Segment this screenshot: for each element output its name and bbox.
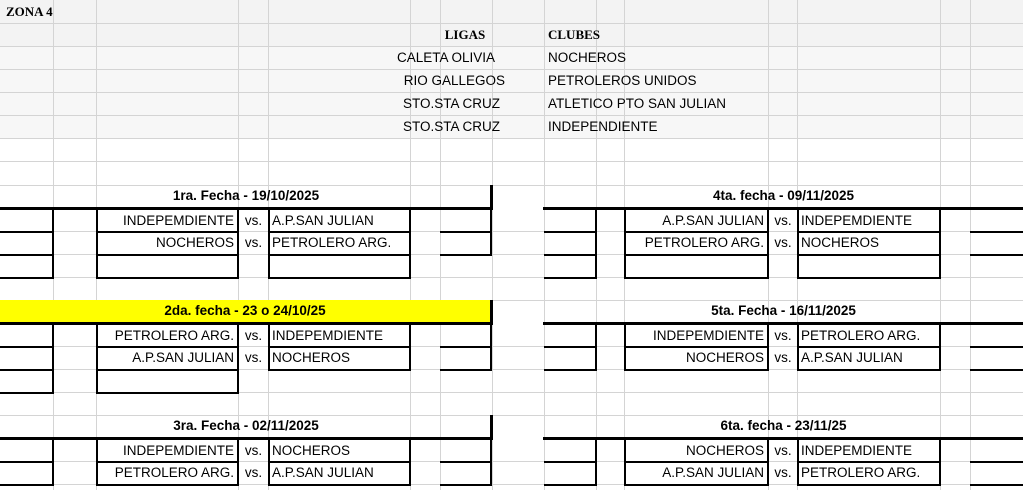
vs-label: vs. <box>244 443 263 458</box>
home-team-cell[interactable]: PETROLERO ARG. <box>644 235 764 250</box>
club-cell: PETROLEROS UNIDOS <box>548 73 697 88</box>
cell-border <box>624 484 769 486</box>
cell-border <box>96 484 239 486</box>
home-team-cell[interactable]: INDEPEMDIENTE <box>122 443 234 458</box>
cell-border <box>409 210 411 279</box>
cell-border <box>544 277 597 279</box>
away-team-cell[interactable]: PETROLERO ARG. <box>272 235 392 250</box>
fixture-title: 3ra. Fecha - 02/11/2025 <box>173 418 319 433</box>
cell-border <box>0 461 53 463</box>
vs-label: vs. <box>774 213 792 228</box>
vs-label: vs. <box>774 443 792 458</box>
vs-label: vs. <box>774 465 792 480</box>
home-team-cell[interactable]: A.P.SAN JULIAN <box>132 350 234 365</box>
vs-label: vs. <box>244 350 263 365</box>
home-team-cell[interactable]: PETROLERO ARG. <box>114 328 234 343</box>
cell-border <box>268 277 411 279</box>
cell-border <box>268 440 270 486</box>
cell-border <box>544 461 597 463</box>
away-team-cell[interactable]: NOCHEROS <box>272 443 351 458</box>
cell-border <box>970 484 1023 486</box>
cell-border <box>797 254 941 256</box>
club-cell: INDEPENDIENTE <box>548 119 658 134</box>
cell-border <box>797 484 941 486</box>
grid-row-line <box>0 161 1023 162</box>
away-team-cell[interactable]: INDEPEMDIENTE <box>801 213 913 228</box>
home-team-cell[interactable]: INDEPEMDIENTE <box>652 328 764 343</box>
vs-label: vs. <box>774 328 792 343</box>
fixture-title: 4ta. fecha - 09/11/2025 <box>712 188 855 203</box>
cell-border <box>624 369 769 371</box>
vs-label: vs. <box>244 235 263 250</box>
cell-border <box>595 325 597 371</box>
cell-border <box>544 484 597 486</box>
vs-label: vs. <box>774 235 792 250</box>
cell-border <box>624 254 769 256</box>
cell-border <box>440 461 492 463</box>
away-team-cell[interactable]: A.P.SAN JULIAN <box>272 465 374 480</box>
cell-border <box>268 369 411 371</box>
grid-row-line <box>0 138 1023 139</box>
cell-border <box>544 231 597 233</box>
club-cell: NOCHEROS <box>548 50 627 65</box>
cell-border <box>970 346 1023 348</box>
cell-border <box>96 392 239 394</box>
cell-border <box>970 254 1023 256</box>
cell-border <box>440 231 492 233</box>
cell-border <box>0 346 53 348</box>
cell-border <box>797 325 799 371</box>
cell-border <box>624 277 769 279</box>
cell-border <box>409 440 411 486</box>
cell-border <box>544 254 597 256</box>
cell-border <box>52 325 54 394</box>
cell-border <box>797 440 799 486</box>
cell-border <box>268 210 270 279</box>
vs-label: vs. <box>774 350 792 365</box>
cell-border <box>440 484 492 486</box>
grid-row-line <box>0 46 1023 47</box>
grid-row-line <box>0 92 1023 93</box>
fixture-rule <box>490 185 493 210</box>
fixture-title: 6ta. fecha - 23/11/25 <box>720 418 847 433</box>
league-cell: STO.STA CRUZ <box>402 96 500 111</box>
home-team-cell[interactable]: PETROLERO ARG. <box>114 465 234 480</box>
home-team-cell[interactable]: NOCHEROS <box>685 350 764 365</box>
cell-border <box>797 210 799 279</box>
clubs-header: CLUBES <box>548 27 601 42</box>
league-cell: STO.STA CRUZ <box>402 119 500 134</box>
away-team-cell[interactable]: NOCHEROS <box>272 350 351 365</box>
vs-label: vs. <box>244 465 263 480</box>
home-team-cell[interactable]: NOCHEROS <box>685 443 764 458</box>
cell-border <box>544 346 597 348</box>
cell-border <box>96 369 239 371</box>
cell-border <box>490 325 492 371</box>
cell-border <box>490 210 492 256</box>
cell-border <box>268 254 411 256</box>
fixture-title: 1ra. Fecha - 19/10/2025 <box>172 188 320 203</box>
cell-border <box>96 277 239 279</box>
cell-border <box>52 210 54 279</box>
cell-border <box>440 346 492 348</box>
cell-border <box>0 231 53 233</box>
cell-border <box>0 277 53 279</box>
cell-border <box>970 461 1023 463</box>
cell-border <box>0 254 53 256</box>
cell-border <box>797 369 941 371</box>
cell-border <box>440 254 492 256</box>
cell-border <box>409 325 411 371</box>
fixture-title-highlighted: 2da. fecha - 23 o 24/10/25 <box>0 300 490 322</box>
cell-border <box>96 254 239 256</box>
cell-border <box>797 277 941 279</box>
cell-border <box>268 484 411 486</box>
cell-border <box>970 369 1023 371</box>
home-team-cell[interactable]: A.P.SAN JULIAN <box>662 465 764 480</box>
grid-row-line <box>0 69 1023 70</box>
cell-border <box>0 392 53 394</box>
cell-border <box>595 440 597 486</box>
fixture-title: 5ta. Fecha - 16/11/2025 <box>711 303 856 318</box>
grid-row-line <box>0 115 1023 116</box>
cell-border <box>595 210 597 279</box>
cell-border <box>0 369 53 371</box>
cell-border <box>52 440 54 486</box>
club-cell: ATLETICO PTO SAN JULIAN <box>548 96 727 111</box>
vs-label: vs. <box>244 328 263 343</box>
away-team-cell[interactable]: NOCHEROS <box>801 235 880 250</box>
vs-label: vs. <box>244 213 263 228</box>
fixture-rule <box>490 300 493 325</box>
cell-border <box>490 440 492 486</box>
cell-border <box>440 369 492 371</box>
cell-border <box>939 210 941 279</box>
away-team-cell[interactable]: PETROLERO ARG. <box>801 328 921 343</box>
zone-title: ZONA 4 <box>6 4 53 19</box>
league-cell: RIO GALLEGOS <box>403 73 505 88</box>
home-team-cell[interactable]: INDEPEMDIENTE <box>122 213 234 228</box>
fixture-rule <box>490 415 493 440</box>
away-team-cell[interactable]: A.P.SAN JULIAN <box>801 350 903 365</box>
home-team-cell[interactable]: A.P.SAN JULIAN <box>662 213 764 228</box>
away-team-cell[interactable]: A.P.SAN JULIAN <box>272 213 374 228</box>
cell-border <box>939 440 941 486</box>
cell-border <box>970 231 1023 233</box>
cell-border <box>0 484 53 486</box>
cell-border <box>268 325 270 371</box>
league-cell: CALETA OLIVIA <box>396 50 495 65</box>
away-team-cell[interactable]: PETROLERO ARG. <box>801 465 921 480</box>
cell-border <box>544 369 597 371</box>
cell-border <box>939 325 941 371</box>
home-team-cell[interactable]: NOCHEROS <box>155 235 234 250</box>
away-team-cell[interactable]: INDEPEMDIENTE <box>272 328 384 343</box>
leagues-header: LIGAS <box>444 27 486 42</box>
away-team-cell[interactable]: INDEPEMDIENTE <box>801 443 913 458</box>
